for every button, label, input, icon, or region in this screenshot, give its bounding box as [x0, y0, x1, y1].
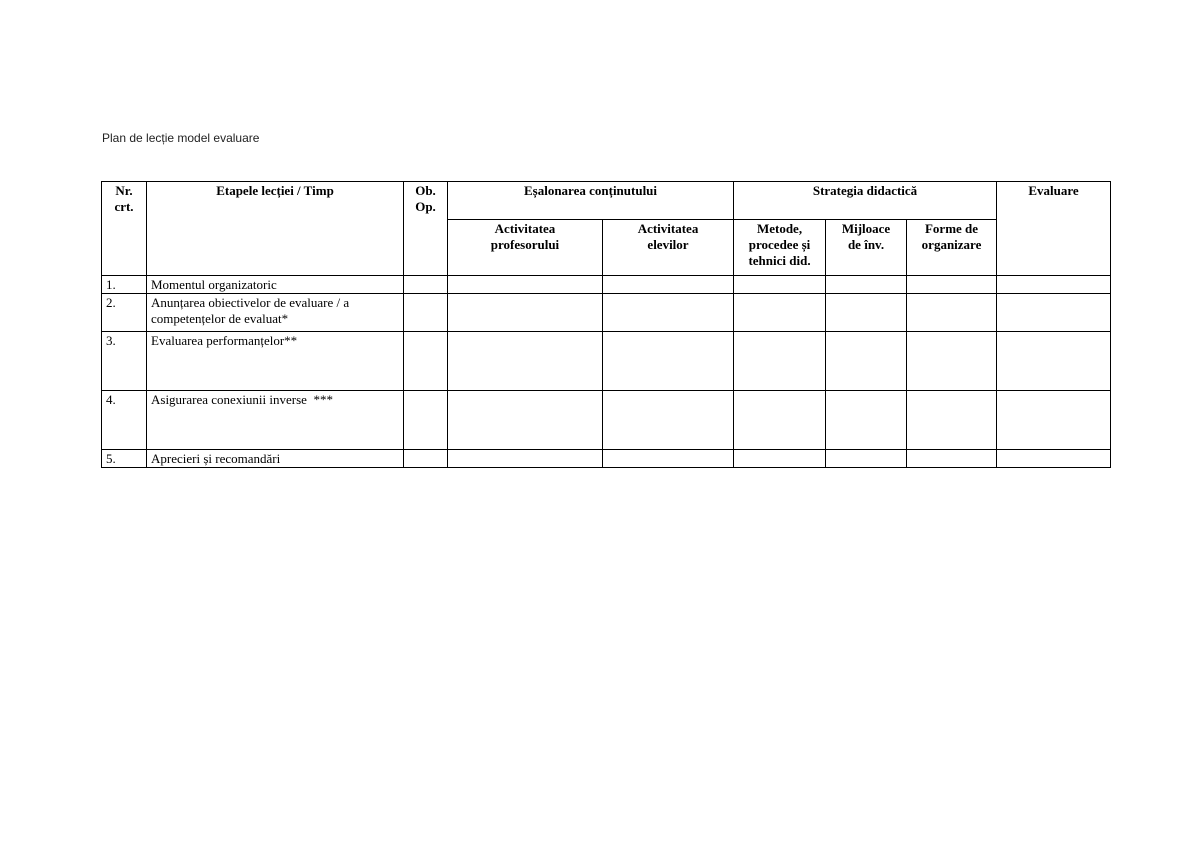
- cell-empty: [448, 332, 603, 391]
- cell-empty: [603, 450, 734, 468]
- cell-empty: [826, 450, 907, 468]
- row-stage: Momentul organizatoric: [147, 276, 404, 294]
- cell-empty: [404, 276, 448, 294]
- cell-empty: [907, 294, 997, 332]
- cell-empty: [603, 276, 734, 294]
- cell-empty: [448, 450, 603, 468]
- cell-empty: [734, 294, 826, 332]
- row-stage: Evaluarea performanțelor**: [147, 332, 404, 391]
- cell-empty: [997, 276, 1111, 294]
- table-row: [102, 450, 1111, 468]
- cell-empty: [826, 391, 907, 450]
- cell-empty: [907, 332, 997, 391]
- header-row: [102, 182, 1111, 220]
- row-number: 4.: [102, 391, 147, 450]
- cell-empty: [448, 391, 603, 450]
- header-etapele: Etapele lecției / Timp: [147, 182, 404, 276]
- cell-empty: [404, 294, 448, 332]
- row-number: 3.: [102, 332, 147, 391]
- subheader-metode: Metode, procedee și tehnici did.: [734, 220, 826, 276]
- cell-empty: [404, 391, 448, 450]
- subheader-activitatea-profesorului: Activitatea profesorului: [448, 220, 603, 276]
- table-row: [102, 332, 1111, 391]
- cell-empty: [404, 332, 448, 391]
- row-stage: Anunțarea obiectivelor de evaluare / a competențelor de evaluat*: [147, 294, 404, 332]
- cell-empty: [997, 391, 1111, 450]
- row-number: 5.: [102, 450, 147, 468]
- page-title: Plan de lecție model evaluare: [102, 131, 260, 145]
- cell-empty: [448, 294, 603, 332]
- cell-empty: [907, 450, 997, 468]
- cell-empty: [997, 450, 1111, 468]
- header-evaluare: Evaluare: [997, 182, 1111, 276]
- header-strategia: Strategia didactică: [734, 182, 997, 220]
- row-stage: Asigurarea conexiunii inverse ***: [147, 391, 404, 450]
- cell-empty: [826, 276, 907, 294]
- cell-empty: [734, 332, 826, 391]
- cell-empty: [826, 294, 907, 332]
- cell-empty: [448, 276, 603, 294]
- cell-empty: [603, 391, 734, 450]
- cell-empty: [826, 332, 907, 391]
- table-row: [102, 294, 1111, 332]
- cell-empty: [734, 276, 826, 294]
- header-esalonarea: Eșalonarea conținutului: [448, 182, 734, 220]
- row-stage: Aprecieri și recomandări: [147, 450, 404, 468]
- header-nr-crt: Nr. crt.: [102, 182, 147, 276]
- subheader-activitatea-elevilor: Activitatea elevilor: [603, 220, 734, 276]
- cell-empty: [997, 294, 1111, 332]
- cell-empty: [603, 332, 734, 391]
- cell-empty: [907, 276, 997, 294]
- header-ob-op: Ob. Op.: [404, 182, 448, 276]
- subheader-mijloace: Mijloace de înv.: [826, 220, 907, 276]
- lesson-plan-table: [101, 181, 1111, 468]
- table-row: [102, 276, 1111, 294]
- cell-empty: [734, 450, 826, 468]
- cell-empty: [997, 332, 1111, 391]
- cell-empty: [734, 391, 826, 450]
- cell-empty: [907, 391, 997, 450]
- row-number: 2.: [102, 294, 147, 332]
- cell-empty: [404, 450, 448, 468]
- row-number: 1.: [102, 276, 147, 294]
- subheader-forme: Forme de organizare: [907, 220, 997, 276]
- table-row: [102, 391, 1111, 450]
- cell-empty: [603, 294, 734, 332]
